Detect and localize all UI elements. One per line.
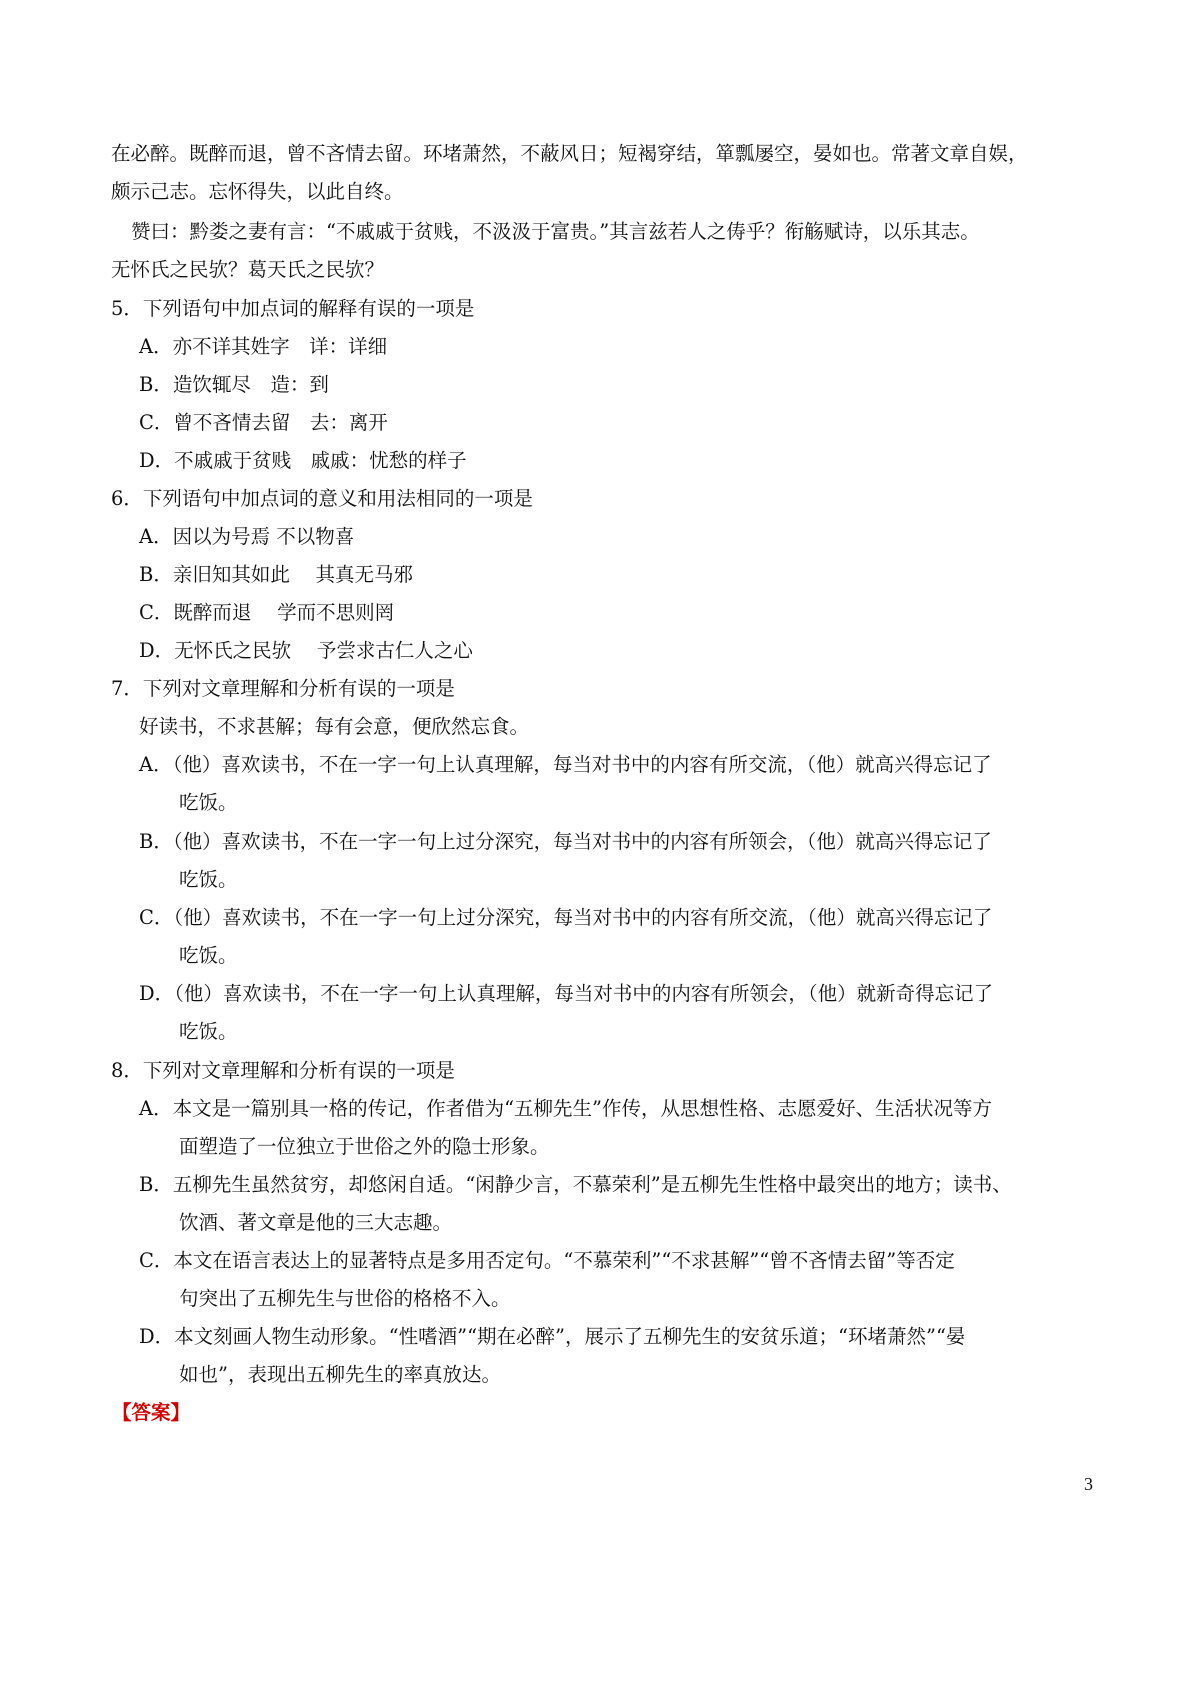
question-7-quote: 好读书，不求甚解；每有会意，便欣然忘食。 bbox=[139, 715, 530, 738]
question-6-option-c: C．既醉而退 学而不思则罔 bbox=[139, 601, 395, 624]
question-8-option-a-cont: 面塑造了一位独立于世俗之外的隐士形象。 bbox=[179, 1135, 550, 1158]
question-7-option-d: D．（他）喜欢读书，不在一字一句上认真理解，每当对书中的内容有所领会，（他）就新奇得忘记了 bbox=[139, 982, 994, 1005]
question-7-option-b: B．（他）喜欢读书，不在一字一句上过分深究，每当对书中的内容有所领会，（他）就高兴得忘记了 bbox=[139, 830, 992, 853]
question-6-option-a: A．因以为号焉 不以物喜 bbox=[139, 525, 355, 548]
question-6-stem: 6．下列语句中加点词的意义和用法相同的一项是 bbox=[111, 487, 533, 510]
question-7-option-a-cont: 吃饭。 bbox=[179, 791, 238, 814]
question-5-option-c: C．曾不吝情去留 去：离开 bbox=[139, 411, 388, 434]
text-line-3: 赞曰：黔娄之妻有言：“不戚戚于贫贱，不汲汲于富贵。”其言兹若人之俦乎？衔觞赋诗，以乐其志。 bbox=[131, 220, 980, 243]
question-7-option-b-cont: 吃饭。 bbox=[179, 868, 238, 891]
question-5-option-a: A．亦不详其姓字 详：详细 bbox=[139, 335, 388, 358]
question-8-option-b-cont: 饮酒、著文章是他的三大志趣。 bbox=[179, 1211, 453, 1234]
question-8-option-d-cont: 如也”，表现出五柳先生的率真放达。 bbox=[179, 1363, 501, 1386]
question-8-stem: 8．下列对文章理解和分析有误的一项是 bbox=[111, 1059, 455, 1082]
question-7-option-c: C．（他）喜欢读书，不在一字一句上过分深究，每当对书中的内容有所交流，（他）就高兴得忘记了 bbox=[139, 906, 993, 929]
question-6-option-b: B．亲旧知其如此 其真无马邪 bbox=[139, 563, 414, 586]
text-line-2: 颇示己志。忘怀得失，以此自终。 bbox=[111, 180, 404, 203]
question-7-option-d-cont: 吃饭。 bbox=[179, 1020, 238, 1043]
question-5-stem: 5．下列语句中加点词的解释有误的一项是 bbox=[111, 297, 475, 320]
text-line-4: 无怀氏之民欤？葛天氏之民欤？ bbox=[111, 258, 385, 281]
question-5-option-d: D．不戚戚于贫贱 戚戚：忧愁的样子 bbox=[139, 449, 467, 472]
question-5-option-b: B．造饮辄尽 造：到 bbox=[139, 373, 329, 396]
question-8-option-d: D．本文刻画人物生动形象。“性嗜酒”“期在必醉”，展示了五柳先生的安贫乐道；“环堵萧然”“晏 bbox=[139, 1325, 966, 1348]
question-8-option-b: B．五柳先生虽然贫穷，却悠闲自适。“闲静少言，不慕荣利”是五柳先生性格中最突出的地方；读书、 bbox=[139, 1173, 1012, 1196]
question-7-option-a: A．（他）喜欢读书，不在一字一句上认真理解，每当对书中的内容有所交流，（他）就高兴得忘记了 bbox=[139, 753, 992, 776]
question-8-option-a: A．本文是一篇别具一格的传记，作者借为“五柳先生”作传，从思想性格、志愿爱好、生活状况等方 bbox=[139, 1097, 993, 1120]
question-7-option-c-cont: 吃饭。 bbox=[179, 944, 238, 967]
text-line-1: 在必醉。既醉而退，曾不吝情去留。环堵萧然，不蔽风日；短褐穿结，箪瓢屡空，晏如也。常著文章自娱， bbox=[111, 142, 1028, 165]
page-number: 3 bbox=[1084, 1474, 1093, 1494]
question-8-option-c: C．本文在语言表达上的显著特点是多用否定句。“不慕荣利”“不求甚解”“曾不吝情去留”等否定 bbox=[139, 1249, 955, 1272]
question-8-option-c-cont: 句突出了五柳先生与世俗的格格不入。 bbox=[179, 1287, 511, 1310]
question-7-stem: 7．下列对文章理解和分析有误的一项是 bbox=[111, 677, 455, 700]
question-6-option-d: D．无怀氏之民欤 予尝求古仁人之心 bbox=[139, 639, 473, 662]
answer-label: 【答案】 bbox=[112, 1401, 191, 1424]
